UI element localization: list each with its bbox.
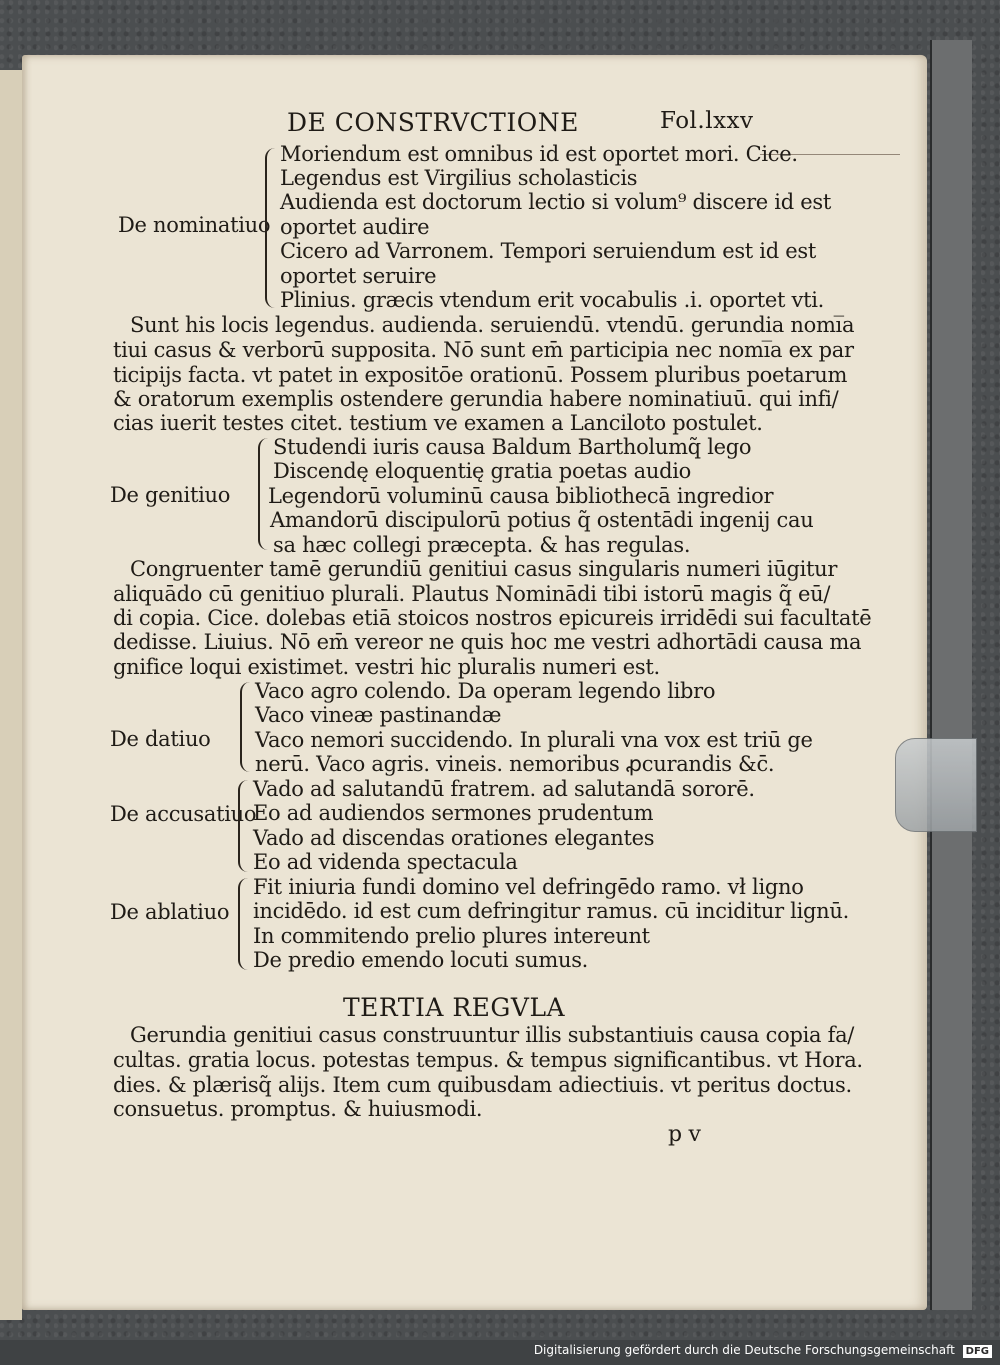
case-label-accusativo: De accusatiuo [110, 802, 257, 826]
genitivo-line: Amandorū discipulorū potius q̃ ostentādi ingenij cau [270, 508, 814, 532]
paragraph-line: Congruenter tamē gerundiū genitiui casus singularis numeri iūgitur [130, 557, 838, 581]
dativo-line: Vaco vineæ pastinandæ [255, 703, 502, 727]
paragraph-line: Sunt his locis legendus. audienda. seruiendū. vtendū. gerundia nomi̅a [130, 313, 855, 337]
nominativo-line: oportet audire [280, 215, 430, 239]
credit-text: Digitalisierung gefördert durch die Deutsche Forschungsgemeinschaft [533, 1343, 955, 1357]
dativo-line: Vaco agro colendo. Da operam legendo libro [255, 679, 716, 703]
accusativo-line: Vado ad salutandū fratrem. ad salutandā sororē. [253, 777, 755, 801]
dfg-logo: DFG [963, 1345, 992, 1358]
ablativo-line: incidēdo. id est cum defringitur ramus. cū inciditur lignū. [253, 899, 849, 923]
nominativo-line: oportet seruire [280, 264, 437, 288]
brace-ablativo [238, 878, 252, 970]
paragraph-line: & oratorum exemplis ostendere gerundia habere nominatiuū. qui infi/ [113, 387, 839, 411]
paragraph-line: aliquādo cū genitiuo plurali. Plautus Nominādi tibi istorū magis q̃ eū/ [113, 582, 831, 606]
paragraph-line: ticipijs facta. vt patet in expositōe orationū. Possem pluribus poetarum [113, 363, 848, 387]
genitivo-line: Discendę eloquentię gratia poetas audio [273, 459, 691, 483]
genitivo-line: Legendorū voluminū causa bibliothecā ingredior [268, 484, 774, 508]
case-label-dativo: De datiuo [110, 727, 211, 751]
page-clip [895, 738, 977, 832]
nominativo-line: Moriendum est omnibus id est oportet mori. Cice. [280, 142, 798, 166]
ablativo-line: De predio emendo locuti sumus. [253, 948, 589, 972]
brace-nominativo [265, 148, 279, 308]
brace-dativo [240, 682, 254, 772]
paragraph-line: gnifice loqui existimet. vestri hic pluralis numeri est. [113, 655, 660, 679]
nominativo-line: Audienda est doctorum lectio si volum⁹ discere id est [280, 190, 831, 214]
regula-line: dies. & plærisq̃ alijs. Item cum quibusdam adiectiuis. vt peritus doctus. [113, 1073, 852, 1097]
nominativo-line: Plinius. græcis vtendum erit vocabulis .i. oportet vti. [280, 288, 825, 312]
folio-number: Fol.lxxv [660, 108, 754, 134]
ablativo-line: Fit iniuria fundi domino vel defringēdo ramo. vł ligno [253, 875, 804, 899]
paragraph-line: cias iuerit testes citet. testium ve examen a Lanciloto postulet. [113, 411, 763, 435]
paragraph-line: di copia. Cice. dolebas etiā stoicos nostros epicureis irridēdi sui facultatē [113, 606, 872, 630]
nominativo-line: Legendus est Virgilius scholasticis [280, 166, 638, 190]
dativo-line: nerū. Vaco agris. vineis. nemoribus ꝓcurandis &c̄. [255, 752, 775, 776]
signature-mark: p v [668, 1122, 701, 1147]
section-heading: TERTIA REGVLA [343, 993, 566, 1022]
accusativo-line: Eo ad videnda spectacula [253, 850, 518, 874]
running-title: DE CONSTRVCTIONE [287, 108, 579, 137]
paragraph-line: tiui casus & verborū supposita. Nō sunt em̄ participia nec nomi̅a ex par [113, 338, 854, 362]
ablativo-line: In commitendo prelio plures intereunt [253, 924, 650, 948]
case-label-genitivo: De genitiuo [110, 483, 231, 507]
regula-line: Gerundia genitiui casus construuntur illis substantiuis causa copia fa/ [130, 1023, 855, 1047]
nominativo-line: Cicero ad Varronem. Tempori seruiendum est id est [280, 239, 816, 263]
genitivo-line: sa hæc collegi præcepta. & has regulas. [273, 533, 691, 557]
dativo-line: Vaco nemori succidendo. In plurali vna vox est triū ge [255, 728, 813, 752]
cover-edge [930, 40, 972, 1310]
accusativo-line: Vado ad discendas orationes elegantes [253, 826, 655, 850]
genitivo-line: Studendi iuris causa Baldum Bartholumq̃ lego [273, 435, 752, 459]
case-label-ablativo: De ablatiuo [110, 900, 230, 924]
digitization-credit [534, 1343, 992, 1358]
case-label-nominativo: De nominatiuo [118, 213, 271, 237]
paragraph-line: dedisse. Liuius. Nō em̄ vereor ne quis hoc me vestri adhortādi causa ma [113, 630, 862, 654]
brace-accusativo [238, 780, 252, 872]
regula-line: cultas. gratia locus. potestas tempus. & tempus significantibus. vt Hora. [113, 1048, 863, 1072]
facing-page-edge [0, 70, 22, 1320]
regula-line: consuetus. promptus. & huiusmodi. [113, 1097, 483, 1121]
accusativo-line: Eo ad audiendos sermones prudentum [253, 801, 654, 825]
